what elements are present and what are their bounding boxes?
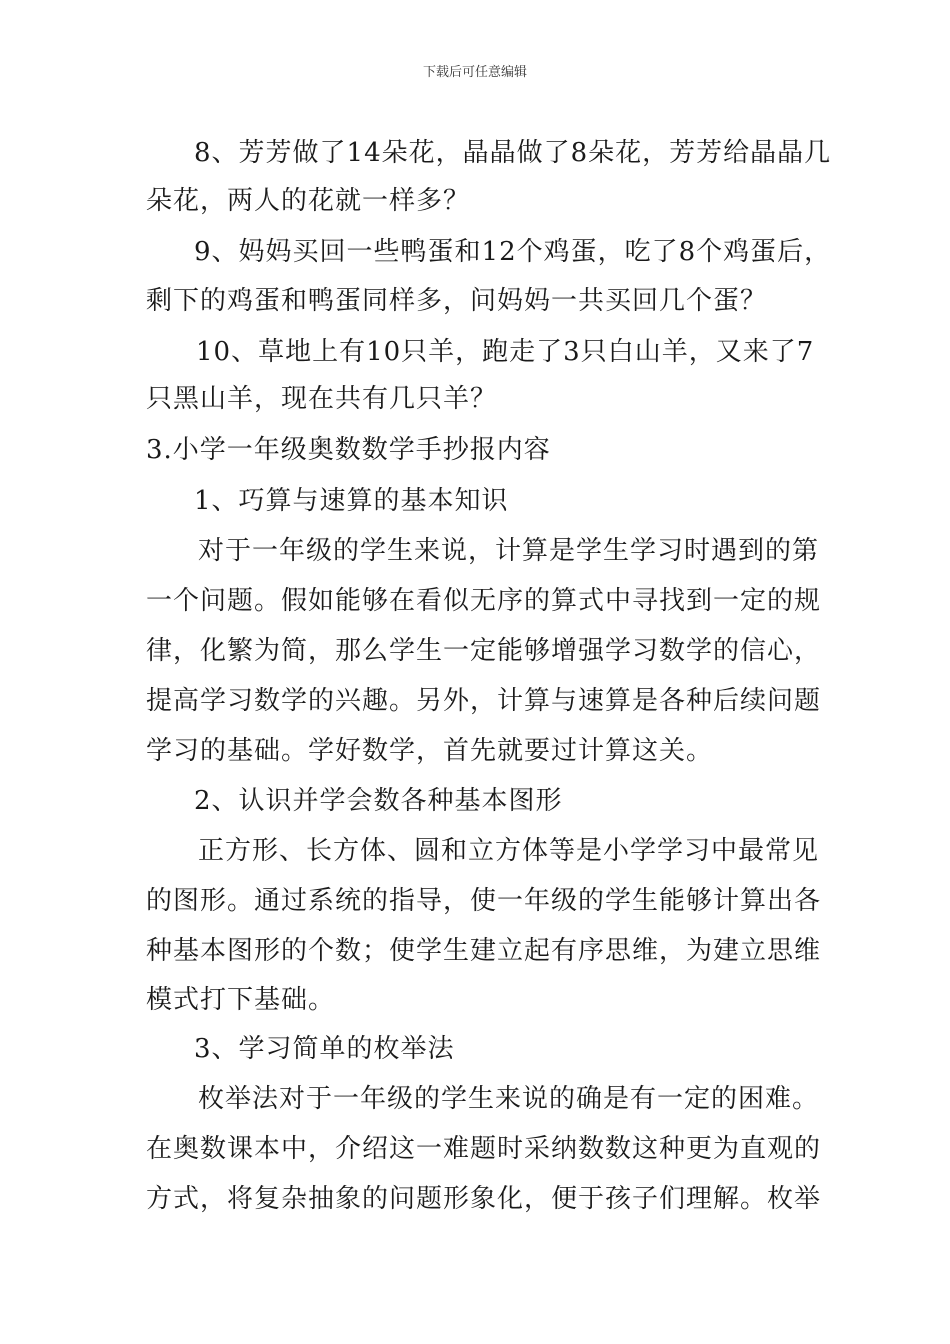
paragraph-1-line-3: 律，化繁为简，那么学生一定能够增强学习数学的信心， (146, 636, 822, 666)
question-8-line-1: 8、芳芳做了14朵花，晶晶做了8朵花，芳芳给晶晶几 (194, 138, 832, 168)
paragraph-1-line-1: 对于一年级的学生来说，计算是学生学习时遇到的第 (198, 536, 820, 566)
paragraph-3-line-2: 在奥数课本中，介绍这一难题时采纳数数这种更为直观的 (146, 1134, 822, 1164)
page-header: 下载后可任意编辑 (422, 65, 527, 80)
paragraph-2-line-3: 种基本图形的个数；使学生建立起有序思维，为建立思维 (146, 936, 822, 966)
paragraph-3-line-3: 方式，将复杂抽象的问题形象化，便于孩子们理解。枚举 (146, 1184, 822, 1214)
paragraph-2-line-2: 的图形。通过系统的指导，使一年级的学生能够计算出各 (146, 886, 822, 916)
question-8-line-2: 朵花，两人的花就一样多？ (146, 186, 471, 216)
subheading-1: 1、巧算与速算的基本知识 (194, 486, 509, 516)
paragraph-1-line-2: 一个问题。假如能够在看似无序的算式中寻找到一定的规 (146, 586, 822, 616)
question-10-line-1: 10、草地上有10只羊，跑走了3只白山羊，又来了7 (196, 337, 815, 367)
paragraph-1-line-4: 提高学习数学的兴趣。另外，计算与速算是各种后续问题 (146, 686, 822, 716)
question-9-line-1: 9、妈妈买回一些鸭蛋和12个鸡蛋，吃了8个鸡蛋后， (194, 237, 832, 267)
paragraph-2-line-1: 正方形、长方体、圆和立方体等是小学学习中最常见 (198, 836, 820, 866)
question-9-line-2: 剩下的鸡蛋和鸭蛋同样多，问妈妈一共买回几个蛋？ (146, 286, 768, 316)
paragraph-3-line-1: 枚举法对于一年级的学生来说的确是有一定的困难。 (198, 1084, 820, 1114)
section-heading: 3.小学一年级奥数数学手抄报内容 (146, 435, 551, 465)
question-10-line-2: 只黑山羊，现在共有几只羊？ (146, 384, 498, 414)
subheading-2: 2、认识并学会数各种基本图形 (194, 786, 563, 816)
subheading-3: 3、学习简单的枚举法 (194, 1034, 455, 1064)
paragraph-1-line-5: 学习的基础。学好数学，首先就要过计算这关。 (146, 736, 714, 766)
paragraph-2-line-4: 模式打下基础。 (146, 985, 336, 1015)
